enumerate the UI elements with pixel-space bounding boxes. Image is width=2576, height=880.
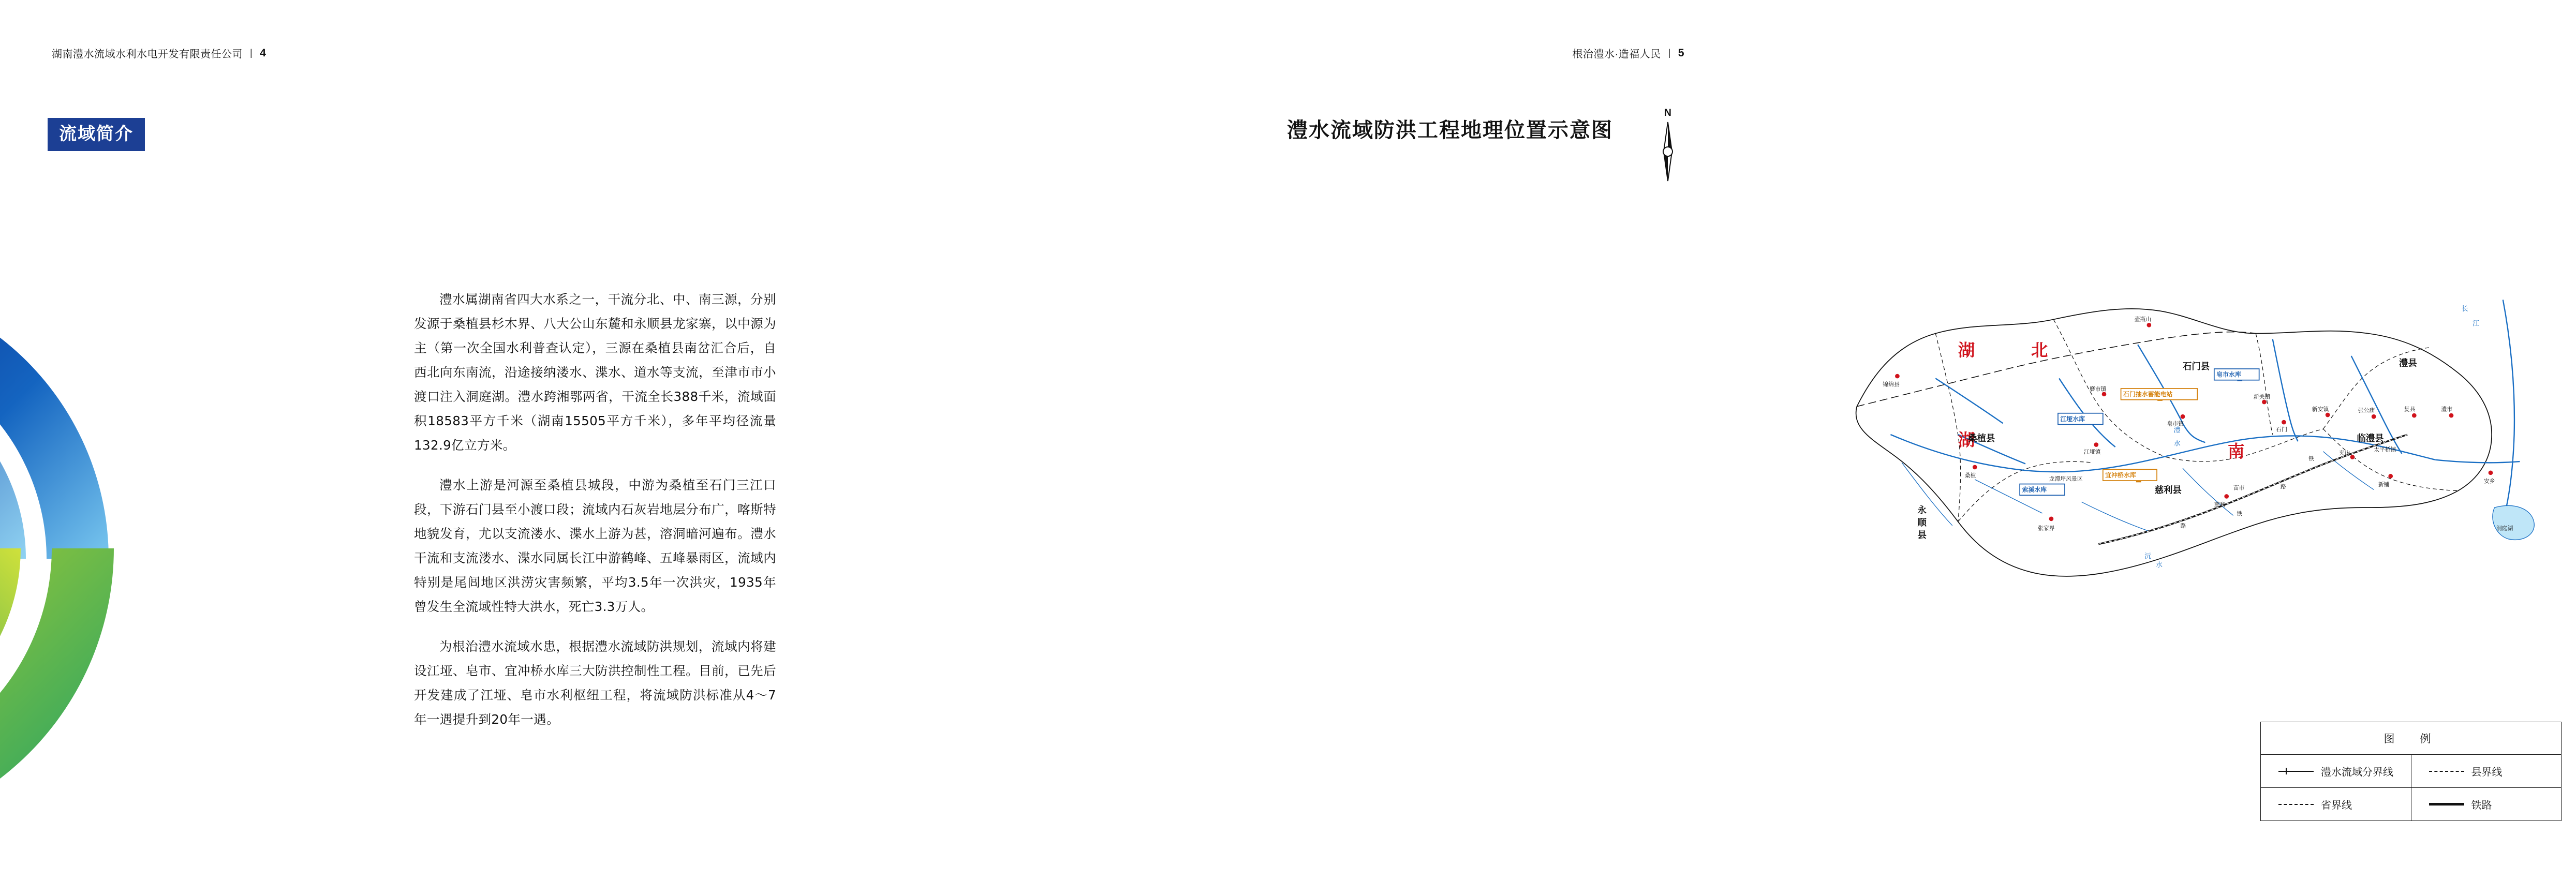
- running-head-separator: |: [1668, 48, 1671, 58]
- map-label-county: 澧县: [2399, 358, 2417, 369]
- paragraph-3: 为根治澧水流域水患，根据澧水流域防洪规划，流域内将建设江垭、皂市、宜冲桥水库三大防洪控制性工程。目前，已先后开发建成了江垭、皂市水利枢纽工程，将流域防洪标准从4～7年一遇提升到20年一遇。: [414, 639, 776, 727]
- svg-text:新铺: 新铺: [2378, 481, 2390, 488]
- map-railway-labels: [2181, 455, 2315, 529]
- map-legend: [2260, 722, 2562, 821]
- map-label-county: 慈利县: [2154, 485, 2182, 496]
- svg-text:张家界: 张家界: [2037, 525, 2055, 532]
- svg-text:石门: 石门: [2276, 426, 2287, 433]
- svg-text:张公庙: 张公庙: [2358, 407, 2375, 414]
- left-running-head: [52, 46, 266, 61]
- svg-text:磨市镇: 磨市镇: [2089, 385, 2107, 393]
- legend-item-railway: [2411, 788, 2562, 821]
- basin-location-map: [1789, 207, 2576, 662]
- county-boundary-icon: [2429, 768, 2464, 775]
- map-label-county: 临澧县: [2357, 434, 2384, 444]
- svg-text:龙潭坪风景区: 龙潭坪风景区: [2049, 475, 2083, 483]
- svg-text:水: 水: [2173, 440, 2181, 448]
- legend-row: [2261, 788, 2561, 821]
- legend-label: 铁路: [2471, 800, 2492, 811]
- svg-text:江垭镇: 江垭镇: [2083, 448, 2101, 455]
- svg-text:夹山: 夹山: [2338, 450, 2350, 457]
- map-label-province: 南: [2227, 441, 2245, 461]
- compass-rose-icon: [1651, 108, 1684, 190]
- svg-text:桑植: 桑植: [1964, 472, 1976, 479]
- svg-text:长: 长: [2461, 305, 2468, 314]
- svg-text:宜冲桥水库: 宜冲桥水库: [2105, 471, 2136, 479]
- map-label-county: 县: [1917, 530, 1927, 541]
- svg-text:安乡: 安乡: [2483, 478, 2495, 485]
- legend-row: [2261, 755, 2561, 788]
- map-label-province: 北: [2031, 340, 2048, 360]
- company-name: 湖南澧水流域水利水电开发有限责任公司: [52, 49, 243, 60]
- svg-text:锦绵县: 锦绵县: [1883, 381, 1900, 388]
- legend-item-basin-boundary: [2261, 755, 2411, 787]
- basin-boundary-icon: [2278, 768, 2314, 775]
- right-running-head: [1572, 46, 1684, 61]
- map-label-province: 湖: [1958, 430, 1975, 450]
- legend-label: 省界线: [2321, 800, 2352, 811]
- svg-text:洞庭湖: 洞庭湖: [2496, 525, 2513, 532]
- right-page: [868, 0, 2513, 880]
- legend-item-county-boundary: [2411, 755, 2562, 787]
- svg-text:苗市: 苗市: [2233, 484, 2245, 491]
- svg-text:慈利: 慈利: [2214, 501, 2226, 508]
- province-boundary-icon: [2278, 801, 2314, 808]
- svg-text:澧市: 澧市: [2441, 406, 2453, 413]
- legend-label: 澧水流域分界线: [2321, 767, 2393, 778]
- svg-text:铁: 铁: [2237, 510, 2243, 517]
- svg-text:石门抽水蓄能电站: 石门抽水蓄能电站: [2123, 391, 2173, 398]
- legend-label: 县界线: [2471, 767, 2503, 778]
- running-head-separator: |: [250, 48, 253, 58]
- decorative-swirl-graphic: [0, 279, 326, 828]
- svg-text:新安镇: 新安镇: [2312, 406, 2329, 413]
- svg-text:水: 水: [2155, 561, 2163, 570]
- railway-icon: [2429, 801, 2464, 808]
- svg-text:皂市水库: 皂市水库: [2216, 371, 2241, 379]
- svg-text:壶瓶山: 壶瓶山: [2134, 316, 2152, 323]
- svg-text:新关镇: 新关镇: [2253, 393, 2271, 400]
- paragraph-2: 澧水上游是河源至桑植县城段，中游为桑植至石门三江口段，下游石门县至小渡口段；流域内石灰岩地层分布广，喀斯特地貌发育，尤以支流溇水、渫水上游为甚，溶洞暗河遍布。澧水干流和支流溇水、渫水同属长江中游鹤峰、五峰暴雨区，流域内特别是尾闾地区洪涝灾害频繁，平均3.5年一次洪灾，1935年曾发生全流域性特大洪水，死亡3.3万人。: [414, 478, 776, 614]
- svg-text:江: 江: [2473, 320, 2480, 328]
- section-title-badge: 流域简介: [48, 118, 145, 151]
- svg-text:复县: 复县: [2404, 406, 2416, 413]
- svg-text:太平桥镇: 太平桥镇: [2374, 446, 2396, 453]
- left-page: [0, 0, 868, 880]
- svg-text:索溪水库: 索溪水库: [2022, 486, 2047, 494]
- svg-text:江垭水库: 江垭水库: [2060, 415, 2085, 423]
- svg-text:铁: 铁: [2308, 455, 2315, 462]
- page-number-left: 4: [260, 47, 267, 59]
- page-number-right: 5: [1678, 47, 1684, 59]
- legend-item-province-boundary: [2261, 788, 2411, 821]
- map-label-county: 顺: [1917, 517, 1927, 528]
- map-label-county: 永: [1917, 505, 1927, 516]
- map-title: 澧水流域防洪工程地理位置示意图: [1287, 119, 1613, 142]
- svg-text:皂市镇: 皂市镇: [2167, 420, 2184, 427]
- compass-north-label: N: [1664, 108, 1671, 118]
- svg-text:路: 路: [2180, 523, 2186, 530]
- svg-text:路: 路: [2280, 483, 2286, 490]
- svg-text:沅: 沅: [2144, 552, 2152, 560]
- slogan-text: 根治澧水·造福人民: [1572, 49, 1661, 60]
- legend-title: 图 例: [2261, 722, 2561, 755]
- map-label-province: 湖: [1958, 340, 1975, 360]
- article-body: [414, 287, 776, 747]
- map-label-county: 石门县: [2183, 362, 2210, 372]
- map-label-county: 桑植县: [1968, 434, 1995, 444]
- paragraph-1: 澧水属湖南省四大水系之一，干流分北、中、南三源，分别发源于桑植县杉木界、八大公山东麓和永顺县龙家寨，以中源为主（第一次全国水利普查认定），三源在桑植县南岔汇合后，自西北向东南流，沿途接纳溇水、渫水、道水等支流，至津市市小渡口注入洞庭湖。澧水跨湘鄂两省，干流全长388千米，流域面积18583平方千米（湖南15505平方千米），多年平均径流量132.9亿立方米。: [414, 292, 776, 453]
- svg-text:澧: 澧: [2173, 426, 2181, 435]
